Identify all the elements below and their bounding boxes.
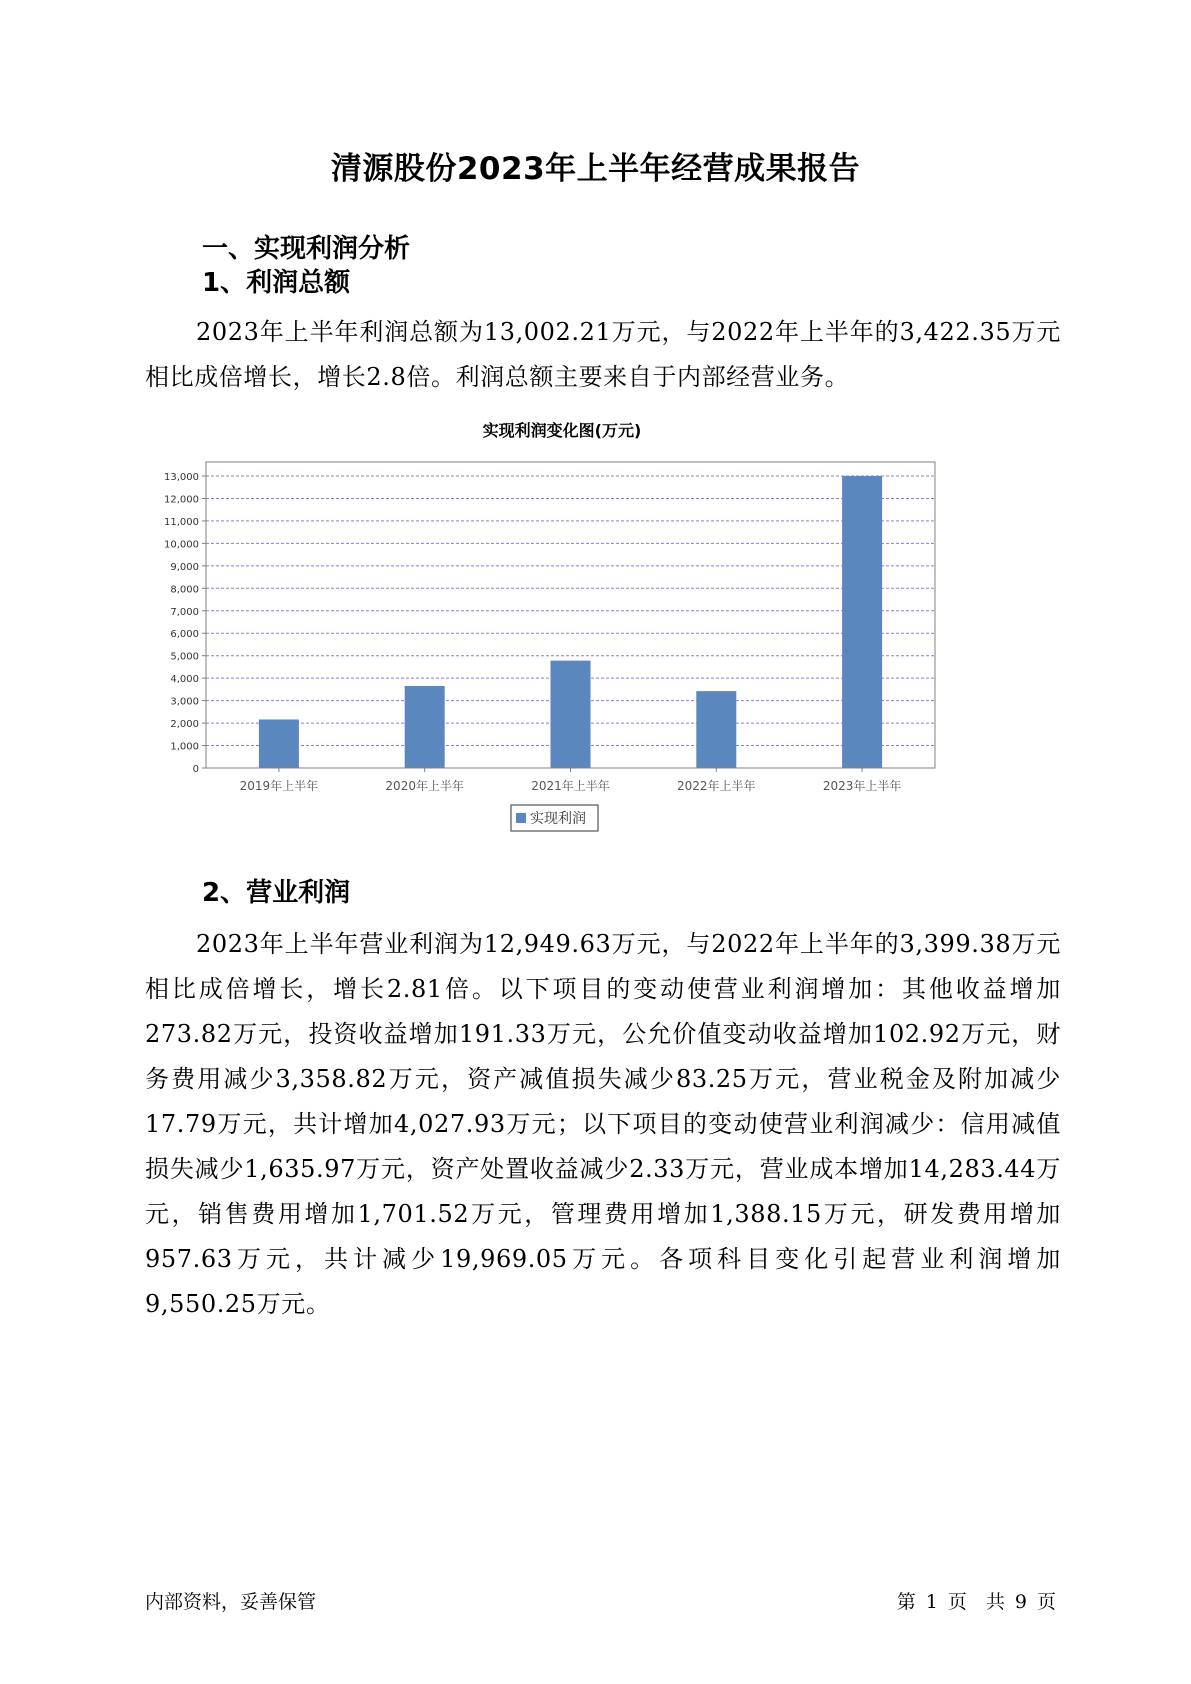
footer-page-number xyxy=(897,1587,1056,1614)
y-tick-label: 13,000 xyxy=(164,472,199,483)
y-tick-label: 7,000 xyxy=(170,606,199,618)
x-tick-label: 2023年上半年 xyxy=(822,779,902,793)
chart-title: 实现利润变化图(万元) xyxy=(482,421,642,440)
y-tick-label: 1,000 xyxy=(170,741,199,753)
page-total: 9 xyxy=(1014,1591,1027,1613)
x-tick-label: 2021年上半年 xyxy=(531,779,610,793)
y-tick-label: 3,000 xyxy=(170,696,199,708)
paragraph-total-profit: 2023年上半年利润总额为13,002.21万元，与2022年上半年的3,422.35万元相比成倍增长，增长2.8倍。利润总额主要来自于内部经营业务。 xyxy=(145,318,1061,391)
section-heading-profit-analysis: 一、实现利润分析 xyxy=(202,234,411,264)
y-tick-label: 4,000 xyxy=(170,674,199,686)
page-suffix: 页 xyxy=(1036,1591,1056,1613)
footer-confidential-note: 内部资料，妥善保管 xyxy=(145,1591,317,1613)
page-current: 1 xyxy=(925,1591,938,1613)
y-tick-label: 6,000 xyxy=(170,629,199,641)
subheading-total-profit: 1、利润总额 xyxy=(202,268,351,298)
profit-bar-chart xyxy=(150,408,1050,868)
legend-swatch xyxy=(516,813,526,823)
page-prefix: 第 xyxy=(896,1591,916,1613)
x-tick-label: 2022年上半年 xyxy=(677,779,756,793)
y-tick-label: 8,000 xyxy=(170,584,199,596)
chart-legend xyxy=(511,805,598,831)
report-title: 清源股份2023年上半年经营成果报告 xyxy=(330,151,861,187)
bar-3 xyxy=(551,661,591,768)
bar-4 xyxy=(696,691,736,768)
paragraph-operating-profit: 2023年上半年营业利润为12,949.63万元，与2022年上半年的3,399.38万元相比成倍增长，增长2.81倍。以下项目的变动使营业利润增加：其他收益增加273.82万元，投资收益增加191.33万元，公允价值变动收益增加102.92万元，财务费用减少3,358.82万元，资产减值损失减少83.25万元，营业税金及附加减少17.79万元，共计增加4,027.93万元；以下项目的变动使营业利润减少：信用减值损失减少1,635.97万元，资产处置收益减少2.33万元，营业成本增加14,283.44万元，销售费用增加1,701.52万元，管理费用增加1,388.15万元，研发费用增加957.63万元，共计减少19,969.05万元。各项科目变化引起营业利润增加9,550.25万元。 xyxy=(145,930,1061,1318)
x-tick-label: 2020年上半年 xyxy=(385,779,464,793)
y-tick-label: 9,000 xyxy=(170,561,199,573)
bar-1 xyxy=(259,719,299,768)
subheading-operating-profit: 2、营业利润 xyxy=(202,878,351,908)
page-mid: 页 共 xyxy=(947,1591,1005,1613)
y-tick-label: 10,000 xyxy=(164,539,199,551)
y-tick-label: 0 xyxy=(192,764,199,775)
y-tick-label: 12,000 xyxy=(164,494,199,506)
x-tick-label: 2019年上半年 xyxy=(239,779,319,793)
legend-label: 实现利润 xyxy=(530,811,586,827)
bar-2 xyxy=(405,686,445,768)
y-tick-label: 11,000 xyxy=(164,516,199,528)
bar-5 xyxy=(842,476,882,768)
y-tick-label: 2,000 xyxy=(170,719,199,731)
y-tick-label: 5,000 xyxy=(170,651,199,663)
